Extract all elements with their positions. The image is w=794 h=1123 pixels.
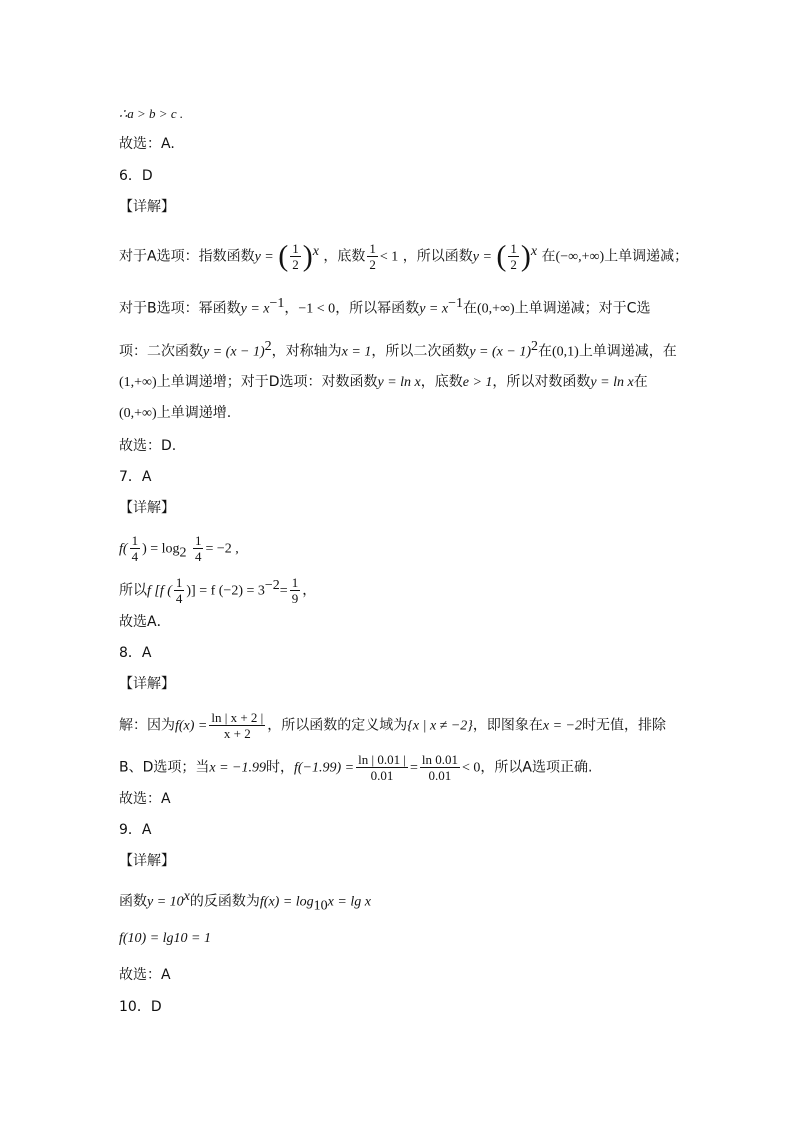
- option-d-line-2: [119, 403, 231, 424]
- fraction: $\frac{1}{4}$: [131, 533, 139, 564]
- paren: ): [302, 239, 313, 273]
- fraction: $\frac{\ln 0.01}{0.01}$: [421, 752, 458, 783]
- text: ，底数: [323, 248, 366, 265]
- math: y = (x − 1): [469, 344, 531, 360]
- text: ，即图象在: [472, 717, 543, 734]
- math: )] = f (−2) = 3: [186, 583, 265, 599]
- q9-step-2: f(10) = lg10 = 1: [119, 931, 211, 946]
- math: y = x: [240, 301, 270, 317]
- q9-step-1: 函数$y = 10^x$的反函数为$f(x) = \log_{10}x = \lg x$: [119, 889, 371, 914]
- fraction: $\frac{1}{4}$: [175, 575, 183, 606]
- math: x = −2: [542, 718, 582, 734]
- answer-line: 故选：A: [119, 791, 171, 807]
- math: x = lg x: [327, 894, 371, 910]
- answer-line: 故选：D.: [119, 438, 177, 454]
- text: ，: [284, 300, 299, 317]
- paren: ): [520, 239, 531, 273]
- fraction: $\frac{\ln | 0.01 |}{0.01}$: [358, 752, 406, 783]
- text: 项：二次函数: [119, 343, 203, 360]
- math: < 1: [379, 249, 399, 265]
- q7-step-1: f( $\frac{1}{4}$ ) = $\log_2$ $\frac{1}{4}$ = −2 ,: [119, 533, 239, 564]
- text: 上单调递减，在: [578, 343, 677, 360]
- math: (0,+∞): [119, 406, 157, 421]
- detail-heading: 【详解】: [119, 853, 175, 869]
- text: B、D选项；当: [119, 759, 210, 776]
- text: ，所以幂函数: [335, 300, 420, 317]
- text: 函数: [119, 893, 147, 910]
- text: 对于B选项：幂函数: [119, 300, 241, 317]
- text: 上单调递减；对于C选: [514, 300, 651, 317]
- math: e > 1: [462, 375, 493, 390]
- text: 上单调递减；: [604, 248, 689, 265]
- option-d-line: [119, 372, 648, 393]
- math: < 0: [461, 760, 481, 776]
- text: 在: [541, 248, 556, 265]
- math: f(x) =: [175, 718, 208, 734]
- text: ，所以函数的定义域为: [267, 717, 408, 734]
- text: ，对称轴为: [271, 343, 342, 360]
- paren: (: [278, 239, 289, 273]
- math: =: [409, 760, 418, 776]
- text: 解：因为: [119, 717, 175, 734]
- text: 上单调递增.: [156, 405, 232, 421]
- option-c-line: 项：二次函数$y = (x - 1)^2$，对称轴为x = 1，所以二次函数$y = (x - 1)^2$在(0,1)上单调递减，在: [119, 339, 677, 360]
- math: {x | x ≠ −2}: [407, 718, 473, 734]
- math: y = ln x: [377, 375, 421, 390]
- fraction: $\frac{1}{4}$: [194, 533, 202, 564]
- math: (0,+∞): [476, 301, 515, 317]
- math: x = 1: [341, 344, 372, 360]
- question-number: 6．D: [119, 168, 153, 184]
- math: (−∞,+∞): [555, 249, 605, 265]
- math: (1,+∞): [119, 375, 157, 390]
- fraction: $\frac{1}{9}$: [291, 575, 299, 606]
- text: 在: [462, 300, 477, 317]
- math: −1 < 0: [298, 301, 336, 317]
- q8-step-2: [119, 752, 592, 783]
- conclusion-line: ∴a > b > c .: [119, 106, 184, 121]
- question-number: 9．A: [119, 822, 152, 838]
- answer-line: 故选A．: [119, 614, 171, 630]
- text: 在: [633, 374, 648, 390]
- detail-heading: 【详解】: [119, 676, 175, 692]
- text: ，所以A选项正确.: [480, 759, 593, 776]
- text: 的反函数为: [189, 893, 260, 910]
- fraction: $\frac{1}{2}$: [292, 241, 299, 272]
- answer-line: 故选：A: [119, 967, 171, 983]
- fraction: $\frac{\ln | x + 2 |}{x + 2}$: [211, 710, 264, 741]
- math: y = 10: [147, 894, 184, 910]
- q7-step-2: 所以f [f ( $\frac{1}{4}$ )] = f $(-2) = 3^{-2}=$ $\frac{1}{9}$ ，: [119, 575, 317, 606]
- math: y = (x − 1): [203, 344, 265, 360]
- math: f(x) = log: [259, 894, 314, 910]
- math: y =: [472, 249, 492, 265]
- math: f [f (: [147, 583, 172, 599]
- paren: (: [496, 239, 507, 273]
- math: y = x: [419, 301, 449, 317]
- text: 时无值，排除: [582, 717, 666, 734]
- math: (0,1): [551, 344, 579, 360]
- fraction: $\frac{1}{2}$: [510, 241, 517, 272]
- math: ) = log: [142, 541, 180, 557]
- q8-step-1: [119, 710, 666, 741]
- math: y =: [254, 249, 274, 265]
- text: ，: [302, 582, 317, 599]
- fraction: $\frac{1}{2}$: [369, 241, 376, 272]
- answer-line: 故选：A.: [119, 136, 175, 152]
- text: 对于A选项：指数函数: [119, 248, 255, 265]
- question-number: 7．A: [119, 469, 152, 485]
- math: f(−1.99) =: [294, 760, 355, 776]
- math: = −2 ,: [205, 541, 239, 557]
- text: 时，: [266, 759, 294, 776]
- math: f(: [119, 541, 128, 557]
- math: x = −1.99: [209, 760, 266, 776]
- text: 所以: [119, 582, 147, 599]
- text: ，底数: [420, 374, 463, 390]
- text: ，所以函数: [402, 248, 473, 265]
- question-number: 8．A: [119, 645, 152, 661]
- text: 上单调递增；对于D选项：对数函数: [156, 374, 378, 390]
- text: ，所以对数函数: [492, 374, 591, 390]
- math: y = ln x: [590, 375, 634, 390]
- text: ，所以二次函数: [371, 343, 470, 360]
- text: 在: [537, 343, 552, 360]
- question-number: 10．D: [119, 999, 162, 1015]
- detail-heading: 【详解】: [119, 199, 175, 215]
- option-a-line: 对于A选项：指数函数y = ( $\frac{1}{2}$ )$^x$ ，底数 $\frac{1}{2}$ < 1 ，所以函数y = ( $\frac{1}{2}$ )$^x$ 在(−∞,+∞)上单调递减；: [119, 239, 689, 273]
- detail-heading: 【详解】: [119, 500, 175, 516]
- math: =: [279, 583, 288, 599]
- option-b-line: 对于B选项：幂函数$y = x^{-1}$，−1 < 0，所以幂函数$y = x^{-1}$在(0,+∞)上单调递减；对于C选: [119, 296, 651, 317]
